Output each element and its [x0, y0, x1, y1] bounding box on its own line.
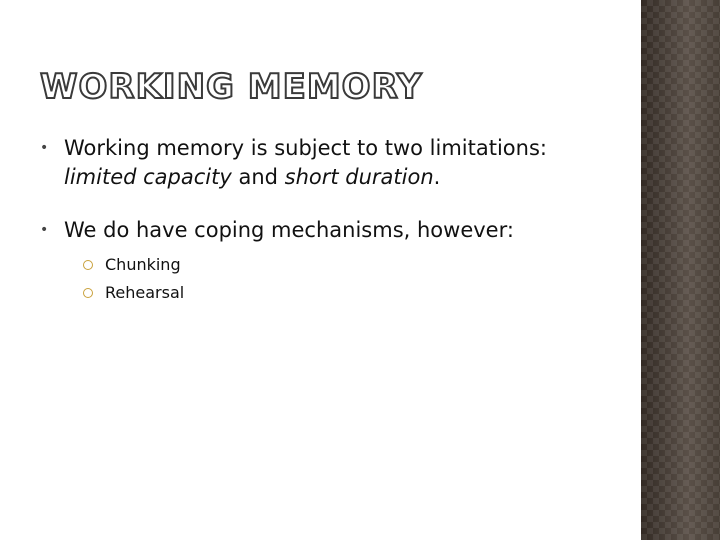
bullet-emphasis: short duration [284, 165, 434, 189]
decorative-side-panel [641, 0, 720, 540]
sub-bullet-text: Chunking [105, 255, 181, 274]
bullet-item [40, 216, 620, 307]
bullet-emphasis: limited capacity [64, 165, 232, 189]
sub-bullet-item [64, 251, 620, 279]
bullet-marker-icon: • [40, 140, 49, 156]
bullet-text: We do have coping mechanisms, however: [64, 218, 514, 242]
bullet-marker-icon: • [40, 222, 49, 238]
bullet-text: Working memory is subject to two limitations: [64, 136, 547, 160]
sub-bullet-list [64, 251, 620, 307]
circle-bullet-icon [83, 288, 93, 298]
circle-bullet-icon [83, 260, 93, 270]
sub-bullet-item [64, 279, 620, 307]
bullet-list [40, 134, 620, 307]
sub-bullet-text: Rehearsal [105, 283, 185, 302]
bullet-item [40, 134, 620, 192]
slide-title: WORKING MEMORY [40, 67, 423, 107]
bullet-text: . [433, 165, 441, 189]
bullet-text: and [231, 165, 285, 189]
